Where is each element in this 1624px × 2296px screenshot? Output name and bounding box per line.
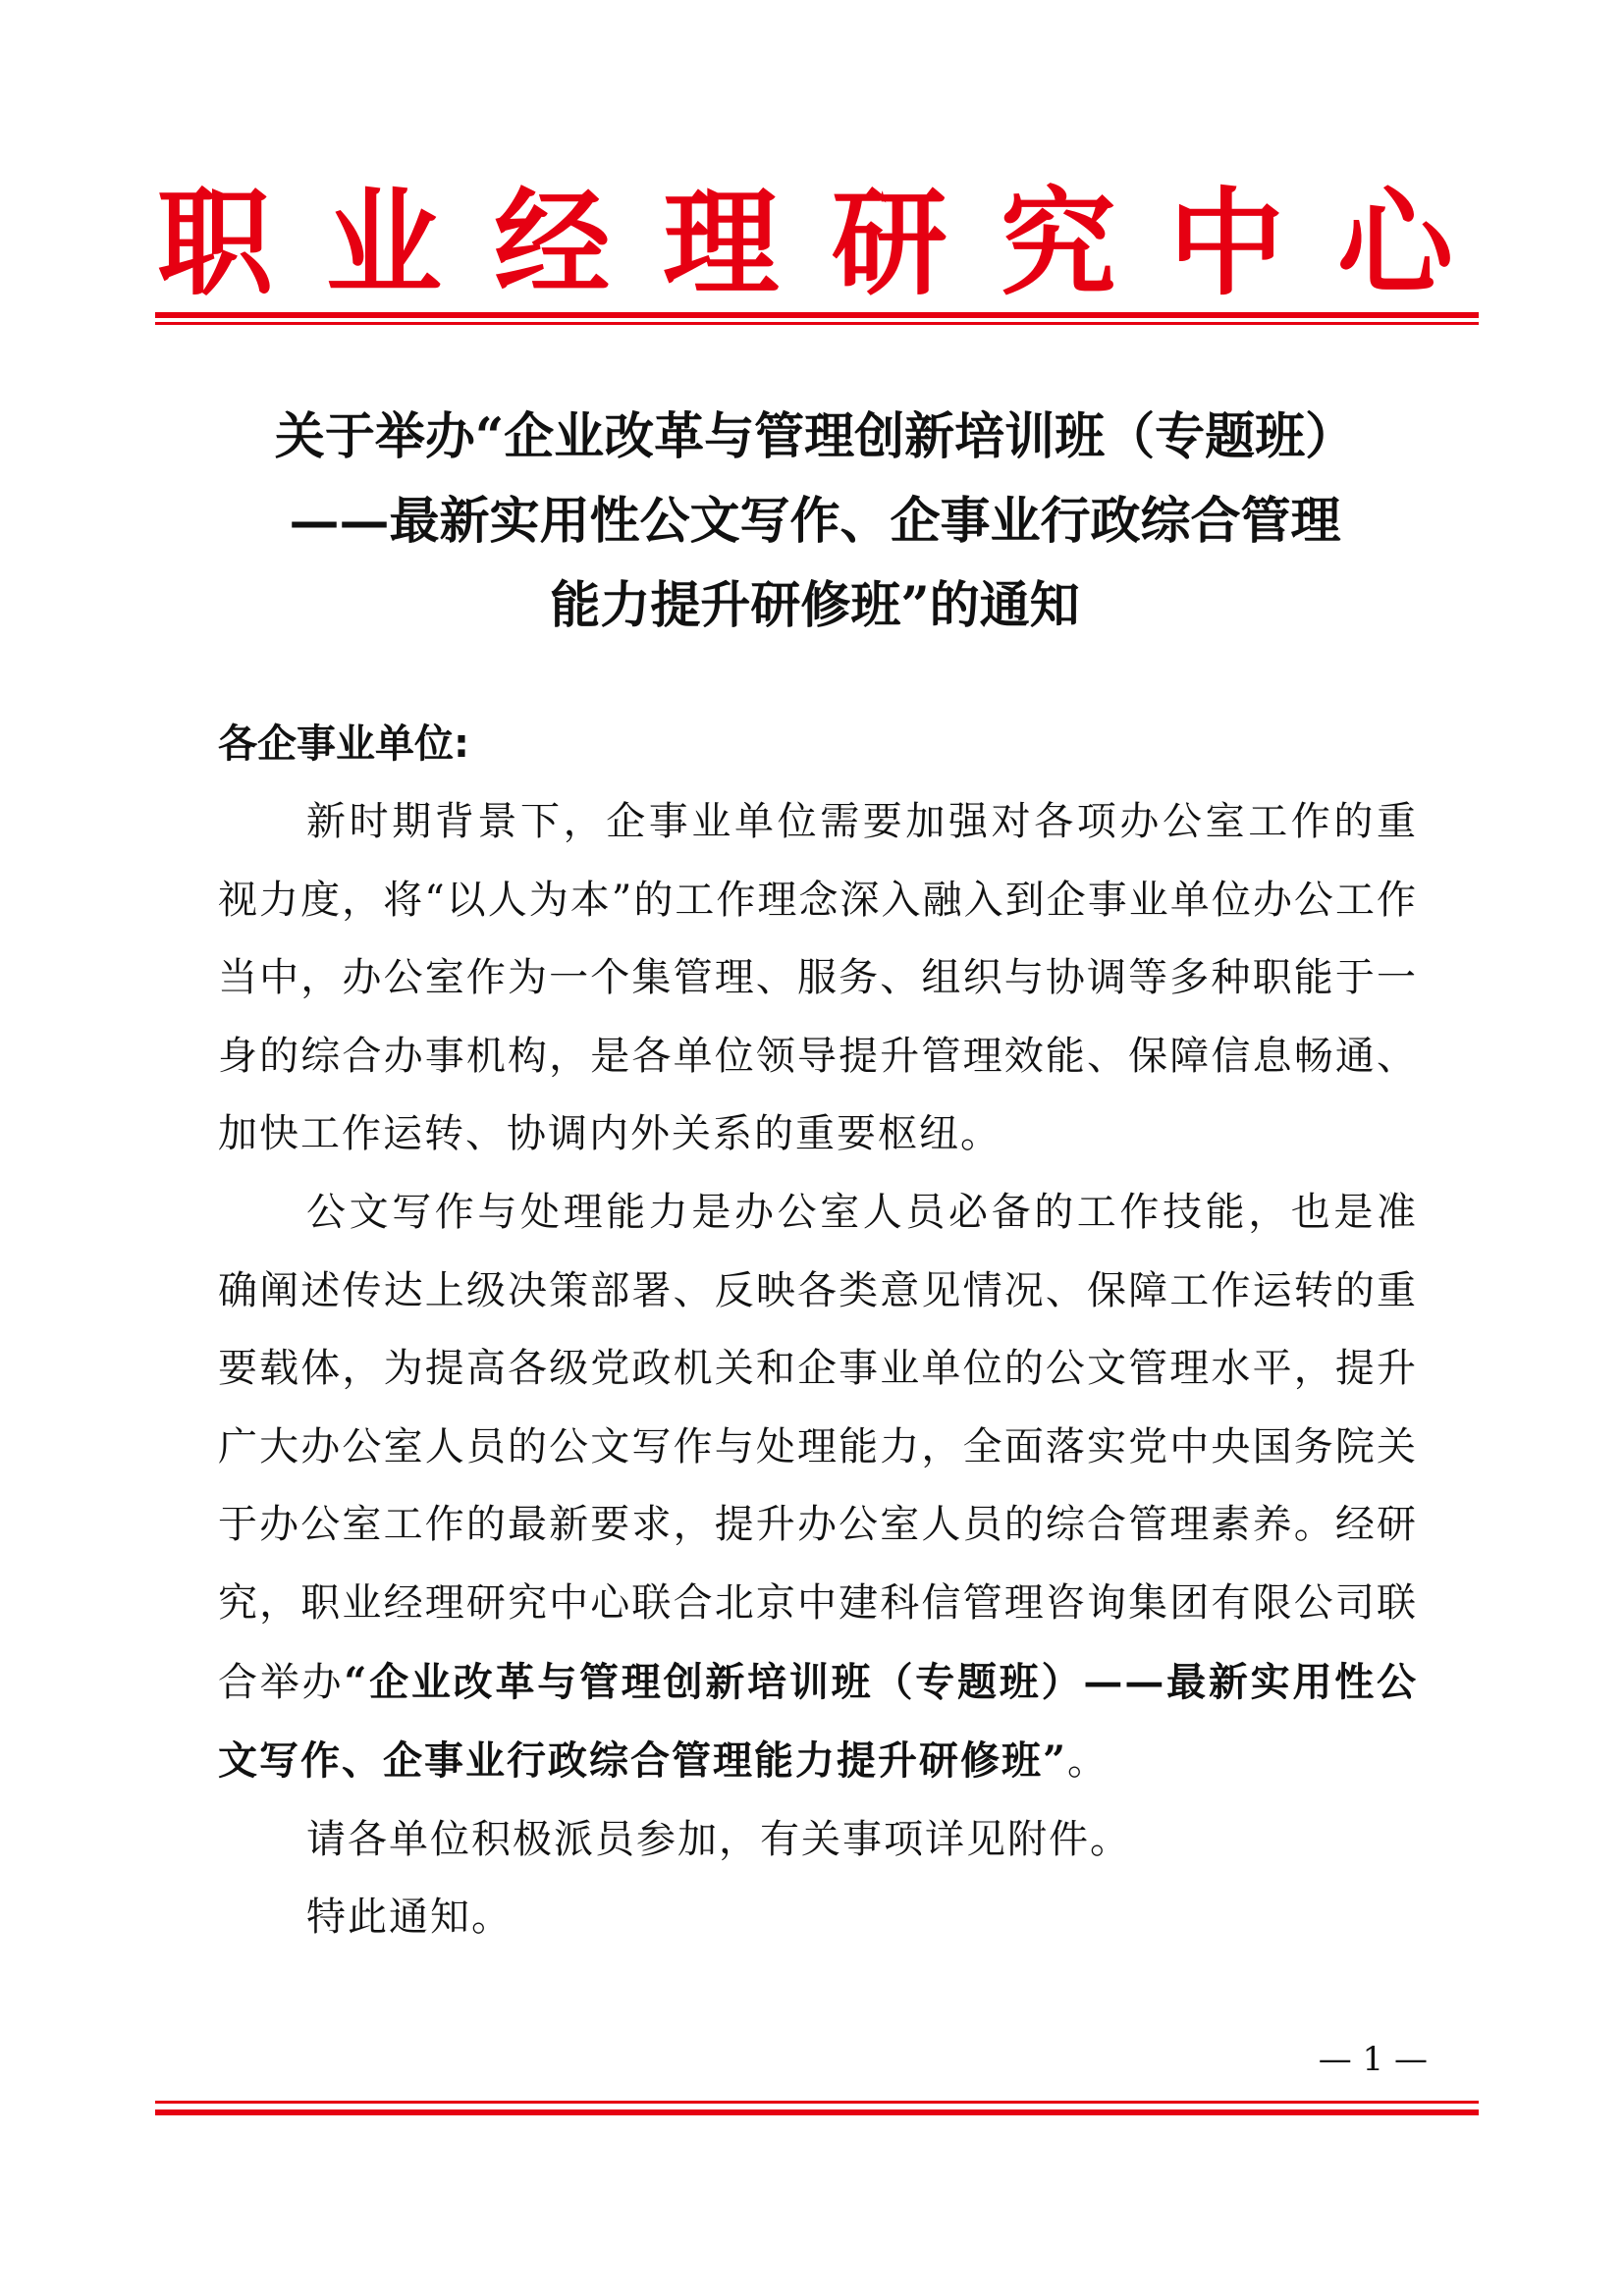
paragraph-2-end: 。 <box>1067 1738 1110 1785</box>
page-number: — 1 — <box>1318 2040 1428 2079</box>
body-text <box>218 783 1418 1957</box>
paragraph-2-lead: 公文写作与处理能力是办公室人员必备的工作技能，也是准确阐述传达上级决策部署、反映各类意见情况、保障工作运转的重要载体，为提高各级党政机关和企事业单位的公文管理水平，提升广大办公室人员的公文写作与处理能力，全面落实党中央国务院关于办公室工作的最新要求，提升办公室人员的综合管理素养。经研究，职业经理研究中心联合北京中建科信管理咨询集团有限公司联合举办 <box>218 1189 1418 1705</box>
paragraph-4: 特此通知。 <box>306 1895 513 1941</box>
paragraph-2 <box>218 1174 1418 1801</box>
salutation: 各企事业单位: <box>218 721 469 767</box>
course-name-bold: “企业改革与管理创新培训班（专题班）——最新实用性公文写作、企事业行政综合管理能力提升研修班” <box>218 1658 1419 1785</box>
paragraph-1: 新时期背景下，企事业单位需要加强对各项办公室工作的重视力度，将“以人为本”的工作理念深入融入到企事业单位办公工作当中，办公室作为一个集管理、服务、组织与协调等多种职能于一身的综合办事机构，是各单位领导提升管理效能、保障信息畅通、加快工作运转、协调内外关系的重要枢纽。 <box>218 799 1418 1157</box>
header-rule-thin <box>155 322 1479 325</box>
title-line-3: 能力提升研修班”的通知 <box>550 576 1080 635</box>
header-rule-thick <box>155 312 1479 318</box>
title-line-2: ——最新实用性公文写作、企事业行政综合管理 <box>289 492 1341 551</box>
paragraph-3: 请各单位积极派员参加，有关事项详见附件。 <box>306 1816 1131 1862</box>
org-name-header: 职 业 经 理 研 究 中 心 <box>157 175 1453 311</box>
document-title <box>157 395 1473 648</box>
title-line-1: 关于举办“企业改革与管理创新培训班（专题班） <box>274 407 1356 466</box>
footer-rule-thin <box>155 2101 1479 2104</box>
footer-rule-thick <box>155 2109 1479 2115</box>
